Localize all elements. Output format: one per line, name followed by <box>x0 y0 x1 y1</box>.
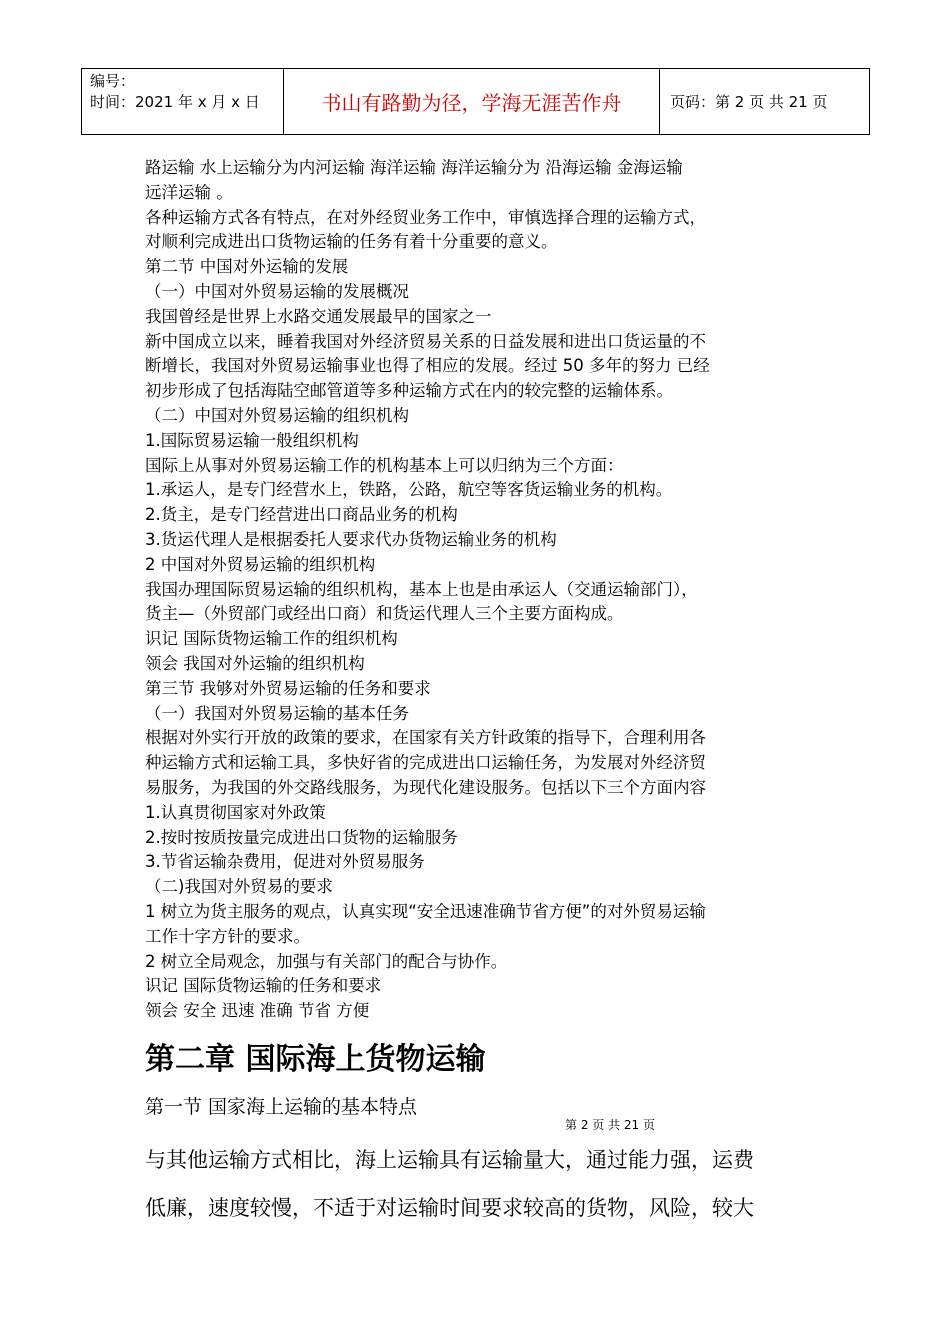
text-line: 3.货运代理人是根据委托人要求代办货物运输业务的机构 <box>145 529 557 549</box>
text-line: 2 中国对外贸易运输的组织机构 <box>145 554 376 574</box>
text-line: 识记 国际货物运输工作的组织机构 <box>145 629 398 649</box>
text-line: （一）我国对外贸易运输的基本任务 <box>145 703 409 723</box>
text-line: 我国曾经是世界上水路交通发展最早的国家之一 <box>145 306 492 326</box>
text-line: 远洋运输 。 <box>145 182 233 202</box>
header-code: 编号： <box>90 72 136 90</box>
large-text-line: 低廉，速度较慢，不适于对运输时间要求较高的货物，风险，较大 <box>145 1196 754 1220</box>
text-line: 领会 我国对外运输的组织机构 <box>145 653 365 673</box>
text-line: 第三节 我够对外贸易运输的任务和要求 <box>145 678 431 698</box>
page-number: 第 2 页 共 21 页 <box>565 1118 655 1132</box>
text-line: 种运输方式和运输工具，多快好省的完成进出口运输任务，为发展对外经济贸 <box>145 753 706 773</box>
text-line: （二)我国对外贸易的要求 <box>145 877 333 897</box>
text-line: 2.货主，是专门经营进出口商品业务的机构 <box>145 505 458 525</box>
text-line: 领会 安全 迅速 准确 节省 方便 <box>145 1001 370 1021</box>
text-line: 路运输 水上运输分为内河运输 海洋运输 海洋运输分为 沿海运输 金海运输 <box>145 158 683 177</box>
chapter-title: 第二章 国际海上货物运输 <box>145 1042 486 1077</box>
text-line: 我国办理国际贸易运输的组织机构，基本上也是由承运人（交通运输部门）， <box>145 579 698 599</box>
header-motto: 书山有路勤为径，学海无涯苦作舟 <box>284 69 660 134</box>
text-line: 2 树立全局观念，加强与有关部门的配合与协作。 <box>145 951 508 971</box>
section-title: 第一节 国家海上运输的基本特点 <box>145 1096 418 1118</box>
text-line: （一）中国对外贸易运输的发展概况 <box>145 281 409 301</box>
text-line: 易服务，为我国的外交路线服务，为现代化建设服务。包括以下三个方面内容 <box>145 777 706 797</box>
large-text-line: 与其他运输方式相比，海上运输具有运输量大，通过能力强，运费 <box>145 1148 754 1172</box>
text-line: 国际上从事对外贸易运输工作的机构基本上可以归纳为三个方面： <box>145 455 624 475</box>
header-table <box>81 68 870 135</box>
text-line: 第二节 中国对外运输的发展 <box>145 257 349 277</box>
text-line: 货主—（外贸部门或经出口商）和货运代理人三个主要方面构成。 <box>145 604 624 624</box>
text-line: 断增长，我国对外贸易运输事业也得了相应的发展。经过 50 多年的努力 已经 <box>145 356 710 376</box>
text-line: 工作十字方针的要求。 <box>145 926 310 946</box>
text-line: 1 树立为货主服务的观点，认真实现“安全迅速准确节省方便”的对外贸易运输 <box>145 901 706 921</box>
header-left-cell <box>82 69 284 134</box>
header-page: 页码：第 2 页 共 21 页 <box>670 93 828 111</box>
text-line: 1.国际贸易运输一般组织机构 <box>145 430 359 450</box>
text-line: 识记 国际货物运输的任务和要求 <box>145 976 382 996</box>
text-line: 3.节省运输杂费用，促进对外贸易服务 <box>145 852 425 872</box>
header-time: 时间：2021 年 x 月 x 日 <box>90 93 260 111</box>
text-line: 新中国成立以来，睡着我国对外经济贸易关系的日益发展和进出口货运量的不 <box>145 331 706 351</box>
body-text <box>145 156 815 1024</box>
text-line: 2.按时按质按量完成进出口货物的运输服务 <box>145 827 458 847</box>
text-line: 1.承运人，是专门经营水上，铁路，公路，航空等客货运输业务的机构。 <box>145 480 673 500</box>
text-line: 根据对外实行开放的政策的要求，在国家有关方针政策的指导下，合理利用各 <box>145 728 706 748</box>
text-line: 初步形成了包括海陆空邮管道等多种运输方式在内的较完整的运输体系。 <box>145 381 673 401</box>
text-line: （二）中国对外贸易运输的组织机构 <box>145 405 409 425</box>
text-line: 对顺利完成进出口货物运输的任务有着十分重要的意义。 <box>145 232 558 252</box>
large-text <box>145 1136 815 1232</box>
text-line: 各种运输方式各有特点，在对外经贸业务工作中，审慎选择合理的运输方式， <box>145 207 706 227</box>
text-line: 1.认真贯彻国家对外政策 <box>145 802 326 822</box>
